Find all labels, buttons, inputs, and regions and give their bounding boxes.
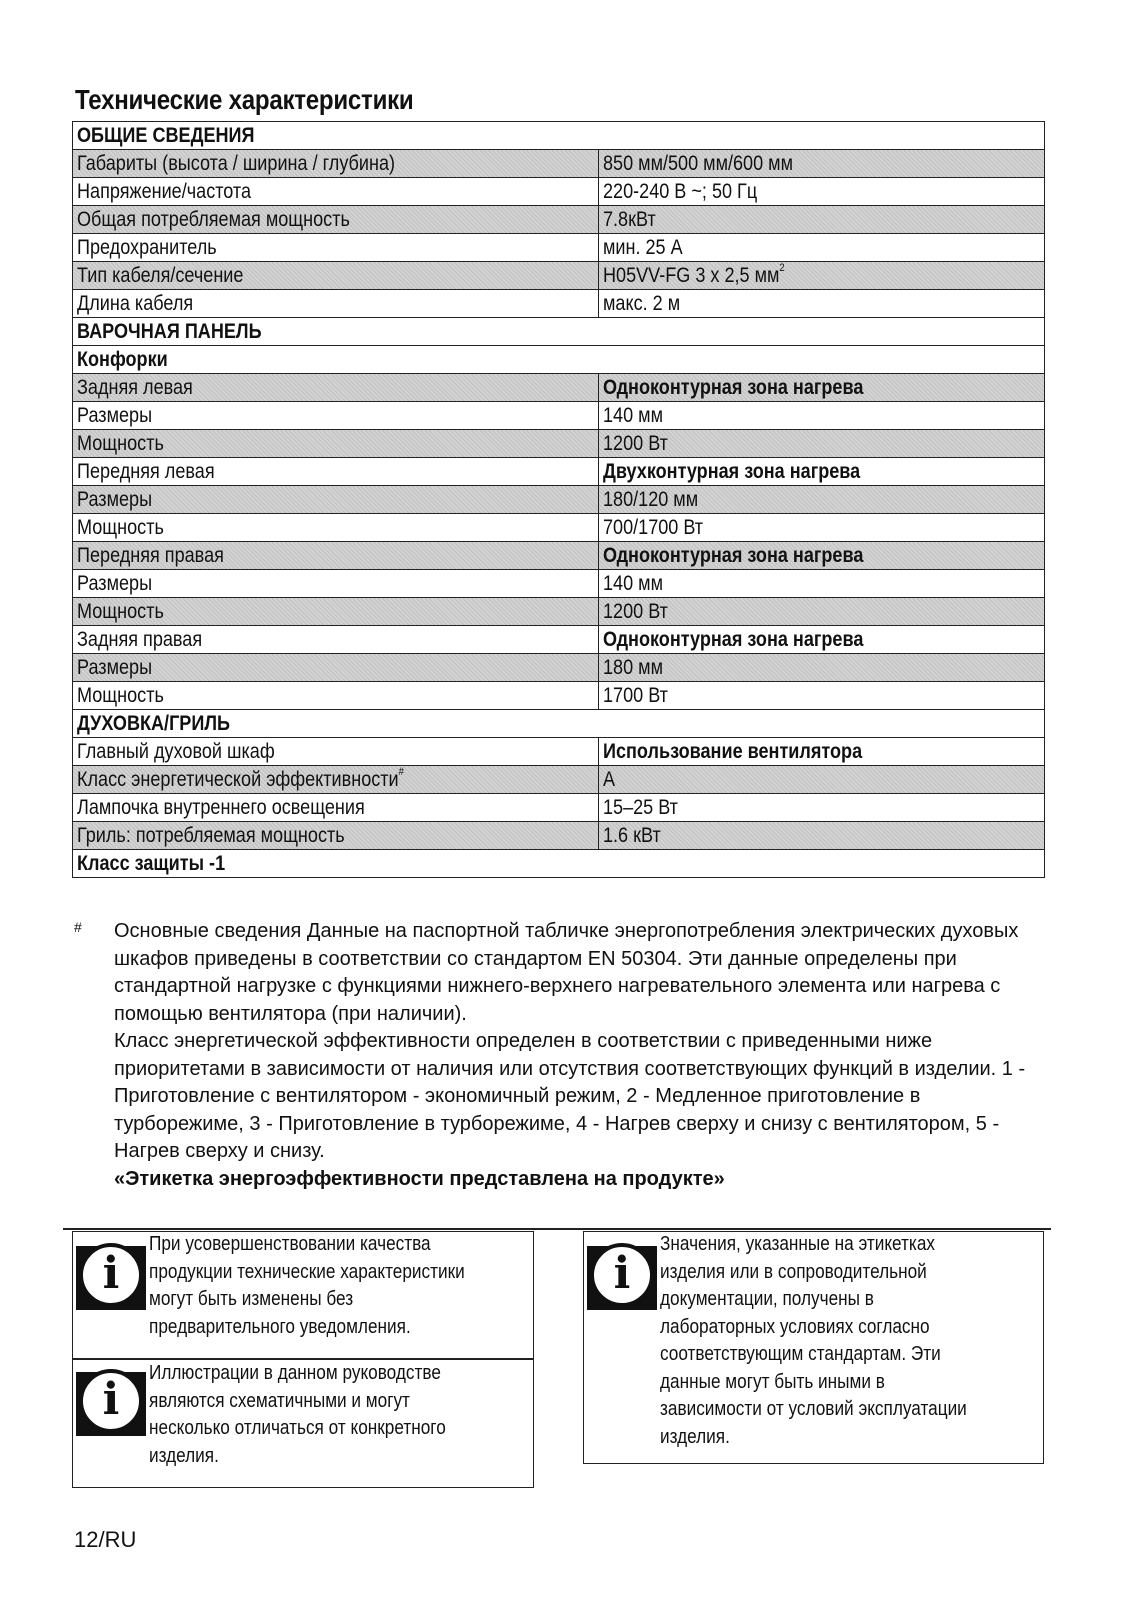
section-header-cell: Конфорки — [73, 346, 1045, 374]
table-row — [73, 290, 1045, 318]
spec-table — [72, 121, 1045, 878]
table-row — [73, 738, 1045, 766]
spec-label-cell: Размеры — [73, 570, 599, 598]
spec-label-cell: Габариты (высота / ширина / глубина) — [73, 150, 599, 178]
table-row — [73, 542, 1045, 570]
info-icon: i — [76, 1368, 146, 1438]
note-line: предварительного уведомления. — [149, 1315, 411, 1338]
table-section-header — [73, 318, 1045, 346]
page-title: Технические характеристики — [75, 84, 414, 115]
table-row — [73, 626, 1045, 654]
spec-value-cell: макс. 2 м — [599, 290, 1045, 318]
table-row — [73, 570, 1045, 598]
note-text-lab-values — [660, 1231, 1017, 1451]
footnote-mark: # — [74, 919, 82, 935]
table-row — [73, 486, 1045, 514]
spec-value-cell: Одноконтурная зона нагрева — [599, 542, 1045, 570]
spec-value-cell: 180/120 мм — [599, 486, 1045, 514]
note-line: несколько отличаться от конкретного — [149, 1417, 446, 1439]
table-row — [73, 430, 1045, 458]
spec-value-cell: 1200 Вт — [599, 430, 1045, 458]
spec-value-cell: 1200 Вт — [599, 598, 1045, 626]
spec-label-cell: Мощность — [73, 682, 599, 710]
spec-value-cell: 180 мм — [599, 654, 1045, 682]
section-header-cell: ВАРОЧНАЯ ПАНЕЛЬ — [73, 318, 1045, 346]
spec-value-cell: 220-240 В ~; 50 Гц — [599, 178, 1045, 206]
spec-label-cell: Гриль: потребляемая мощность — [73, 822, 599, 850]
note-line: Иллюстрации в данном руководстве — [149, 1362, 441, 1384]
table-section-header — [73, 122, 1045, 150]
table-row — [73, 822, 1045, 850]
note-line: являются схематичными и могут — [149, 1389, 410, 1412]
spec-label-cell: Лампочка внутреннего освещения — [73, 794, 599, 822]
energy-label-note: «Этикетка энергоэффективности представлена на продукте» — [114, 1167, 725, 1190]
spec-label-cell: Размеры — [73, 402, 599, 430]
table-row — [73, 682, 1045, 710]
table-section-header — [73, 850, 1045, 878]
spec-label-cell: Размеры — [73, 654, 599, 682]
spec-value-cell: 140 мм — [599, 402, 1045, 430]
spec-label-cell: Длина кабеля — [73, 290, 599, 318]
note-line: зависимости от условий эксплуатации — [660, 1398, 967, 1420]
table-row — [73, 150, 1045, 178]
spec-label-cell: Предохранитель — [73, 234, 599, 262]
spec-value-cell: 15–25 Вт — [599, 794, 1045, 822]
note-box-left — [72, 1231, 534, 1488]
note-line: Значения, указанные на этикетках — [660, 1233, 935, 1255]
table-row — [73, 262, 1045, 290]
note-line: лабораторных условиях согласно — [660, 1315, 930, 1338]
table-row — [73, 598, 1045, 626]
footnote-paragraph-1: Основные сведения Данные на паспортной табличке энергопотребления электрических духовых шкафов приведены в соответствии со стандартом EN 50304. Эти данные определены при стандартной нагрузке с функциями нижнего-верхнего нагревательного элемента или нагрева с помощью вентилятора (при наличии). — [114, 920, 1019, 1025]
spec-label-cell: Мощность — [73, 598, 599, 626]
spec-value-cell: Использование вентилятора — [599, 738, 1045, 766]
table-row — [73, 458, 1045, 486]
spec-label-cell: Общая потребляемая мощность — [73, 206, 599, 234]
table-row — [73, 514, 1045, 542]
spec-label-cell: Главный духовой шкаф — [73, 738, 599, 766]
footnote — [72, 918, 1037, 1193]
spec-value-cell: Одноконтурная зона нагрева — [599, 374, 1045, 402]
spec-value-cell: H05VV-FG 3 x 2,5 $мм^2$ — [599, 262, 1045, 290]
note-line: изделия. — [660, 1425, 730, 1448]
section-divider — [63, 1228, 1051, 1230]
table-row — [73, 206, 1045, 234]
spec-label-cell: Задняя правая — [73, 626, 599, 654]
spec-value-cell: 700/1700 Вт — [599, 514, 1045, 542]
spec-value-cell: Двухконтурная зона нагрева — [599, 458, 1045, 486]
note-text-specs-change — [149, 1231, 516, 1341]
table-section-header — [73, 710, 1045, 738]
note-line: данные могут быть иными в — [660, 1370, 885, 1393]
spec-label-cell: Тип кабеля/сечение — [73, 262, 599, 290]
note-line: При усовершенствовании качества — [149, 1233, 431, 1255]
info-icon: i — [587, 1242, 657, 1312]
section-header-cell: ОБЩИЕ СВЕДЕНИЯ — [73, 122, 1045, 150]
table-row — [73, 374, 1045, 402]
note-line: изделия или в сопроводительной — [660, 1260, 927, 1283]
table-row — [73, 794, 1045, 822]
table-row — [73, 402, 1045, 430]
table-row — [73, 178, 1045, 206]
spec-label-cell: Напряжение/частота — [73, 178, 599, 206]
spec-value-cell: 1.6 кВт — [599, 822, 1045, 850]
note-line: продукции технические характеристики — [149, 1260, 465, 1283]
spec-value-cell: 1700 Вт — [599, 682, 1045, 710]
info-icon: i — [76, 1242, 146, 1312]
note-text-illustrations — [149, 1360, 494, 1470]
table-row — [73, 766, 1045, 794]
note-line: изделия. — [149, 1444, 219, 1467]
note-line: могут быть изменены без — [149, 1288, 354, 1310]
spec-value-cell: 140 мм — [599, 570, 1045, 598]
spec-label-cell: Мощность — [73, 514, 599, 542]
section-header-cell: Класс защиты -1 — [73, 850, 1045, 878]
page-number: 12/RU — [74, 1527, 137, 1552]
spec-value-cell: 7.8кВт — [599, 206, 1045, 234]
spec-label-cell: Задняя левая — [73, 374, 599, 402]
spec-value-cell: A — [599, 766, 1045, 794]
spec-label-cell: Мощность — [73, 430, 599, 458]
spec-value-cell: Одноконтурная зона нагрева — [599, 626, 1045, 654]
spec-label-cell: Передняя левая — [73, 458, 599, 486]
table-row — [73, 234, 1045, 262]
note-line: документации, получены в — [660, 1288, 874, 1310]
note-line: соответствующим стандартам. Эти — [660, 1343, 941, 1365]
table-section-header — [73, 346, 1045, 374]
footnote-paragraph-2: Класс энергетической эффективности определен в соответствии с приведенными ниже приоритетами в зависимости от наличия или отсутствия соответствующих функций в изделии. 1 - Приготовление с вентилятором - экономичный режим, 2 - Медленное приготовление в турборежиме, 3 - Приготовление в турборежиме, 4 - Нагрев сверху и снизу с вентилятором, 5 - Нагрев сверху и снизу. — [114, 1030, 1026, 1162]
section-header-cell: ДУХОВКА/ГРИЛЬ — [73, 710, 1045, 738]
spec-value-cell: мин. 25 А — [599, 234, 1045, 262]
spec-label-cell: Размеры — [73, 486, 599, 514]
table-row — [73, 654, 1045, 682]
note-box-right — [583, 1231, 1044, 1464]
spec-value-cell: 850 мм/500 мм/600 мм — [599, 150, 1045, 178]
spec-label-cell: Передняя правая — [73, 542, 599, 570]
spec-label-cell: Класс энергетической эффективности# — [73, 766, 599, 794]
